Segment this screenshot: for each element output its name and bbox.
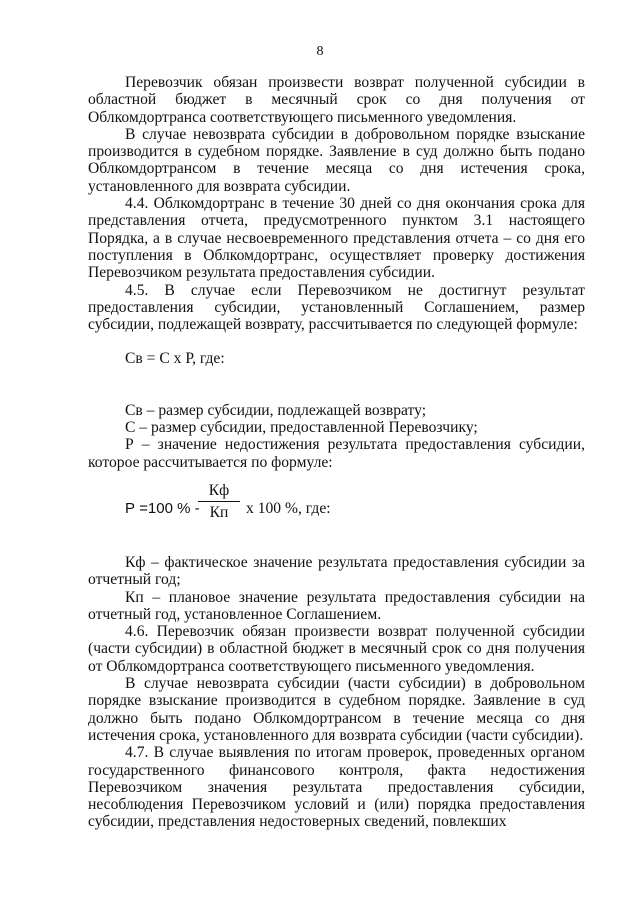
formula-subsidy-return: Св = С х Р, где:	[125, 350, 225, 368]
definition-s: С – размер субсидии, предоставленной Перевозчику;	[125, 419, 478, 437]
fraction-numerator: Кф	[198, 481, 240, 502]
paragraph-4-7: 4.7. В случае выявления по итогам проверок, проведенных органом государственного финансового контроля, факта недостижения Перевозчиком значения результата предоставления субсидии, несоблюдения Перевозчиком условий и (или) порядка предоставления субсидии, представления недостоверных сведений, повлекших	[88, 744, 585, 831]
formula-tail: х 100 %, где:	[246, 499, 331, 517]
formula-lead: Р =100 % -	[125, 499, 200, 517]
definition-kf: Кф – фактическое значение результата предоставления субсидии за отчетный год;	[88, 553, 585, 589]
definition-sv: Св – размер субсидии, подлежащей возврату;	[125, 401, 427, 419]
paragraph-court-recovery-part: В случае невозврата субсидии (части субсидии) в добровольном порядке взыскание производится в судебном порядке. Заявление в суд должно быть подано Облкомдортрансом в течение месяца со дня истечения срока, установленного для возврата субсидии (части субсидии).	[88, 675, 585, 744]
document-body	[88, 74, 585, 831]
formula-fraction	[198, 481, 240, 522]
paragraph-4-4: 4.4. Облкомдортранс в течение 30 дней со дня окончания срока для представления отчета, предусмотренного пунктом 3.1 настоящего Порядка, а в случае несвоевременного представления отчета – со дня его поступления в Облкомдортранс, осуществляет проверку достижения Перевозчиком результата предоставления субсидии.	[88, 195, 585, 282]
paragraph-4-5: 4.5. В случае если Перевозчиком не достигнут результат предоставления субсидии, установленный Соглашением, размер субсидии, подлежащей возврату, рассчитывается по следующей формуле:	[88, 281, 585, 334]
paragraph-return-obligation: Перевозчик обязан произвести возврат полученной субсидии в областной бюджет в месячный срок со дня получения от Облкомдортранса соответствующего письменного уведомления.	[88, 74, 585, 126]
definition-kp: Кп – плановое значение результата предоставления субсидии на отчетный год, установленное Соглашением.	[88, 588, 585, 623]
page-number: 8	[316, 44, 324, 59]
paragraph-court-recovery: В случае невозврата субсидии в добровольном порядке взыскание производится в судебном порядке. Заявление в суд должно быть подано Облкомдортрансом в течение месяца со дня истечения срока, установленного для возврата субсидии.	[88, 125, 585, 195]
formula-underachievement	[88, 481, 585, 537]
definition-r: Р – значение недостижения результата предоставления субсидии, которое рассчитывается по формуле:	[88, 436, 585, 471]
paragraph-4-6: 4.6. Перевозчик обязан произвести возврат полученной субсидии (части субсидии) в областной бюджет в месячный срок со дня получения от Облкомдортранса соответствующего письменного уведомления.	[88, 623, 585, 675]
fraction-denominator: Кп	[209, 503, 229, 521]
